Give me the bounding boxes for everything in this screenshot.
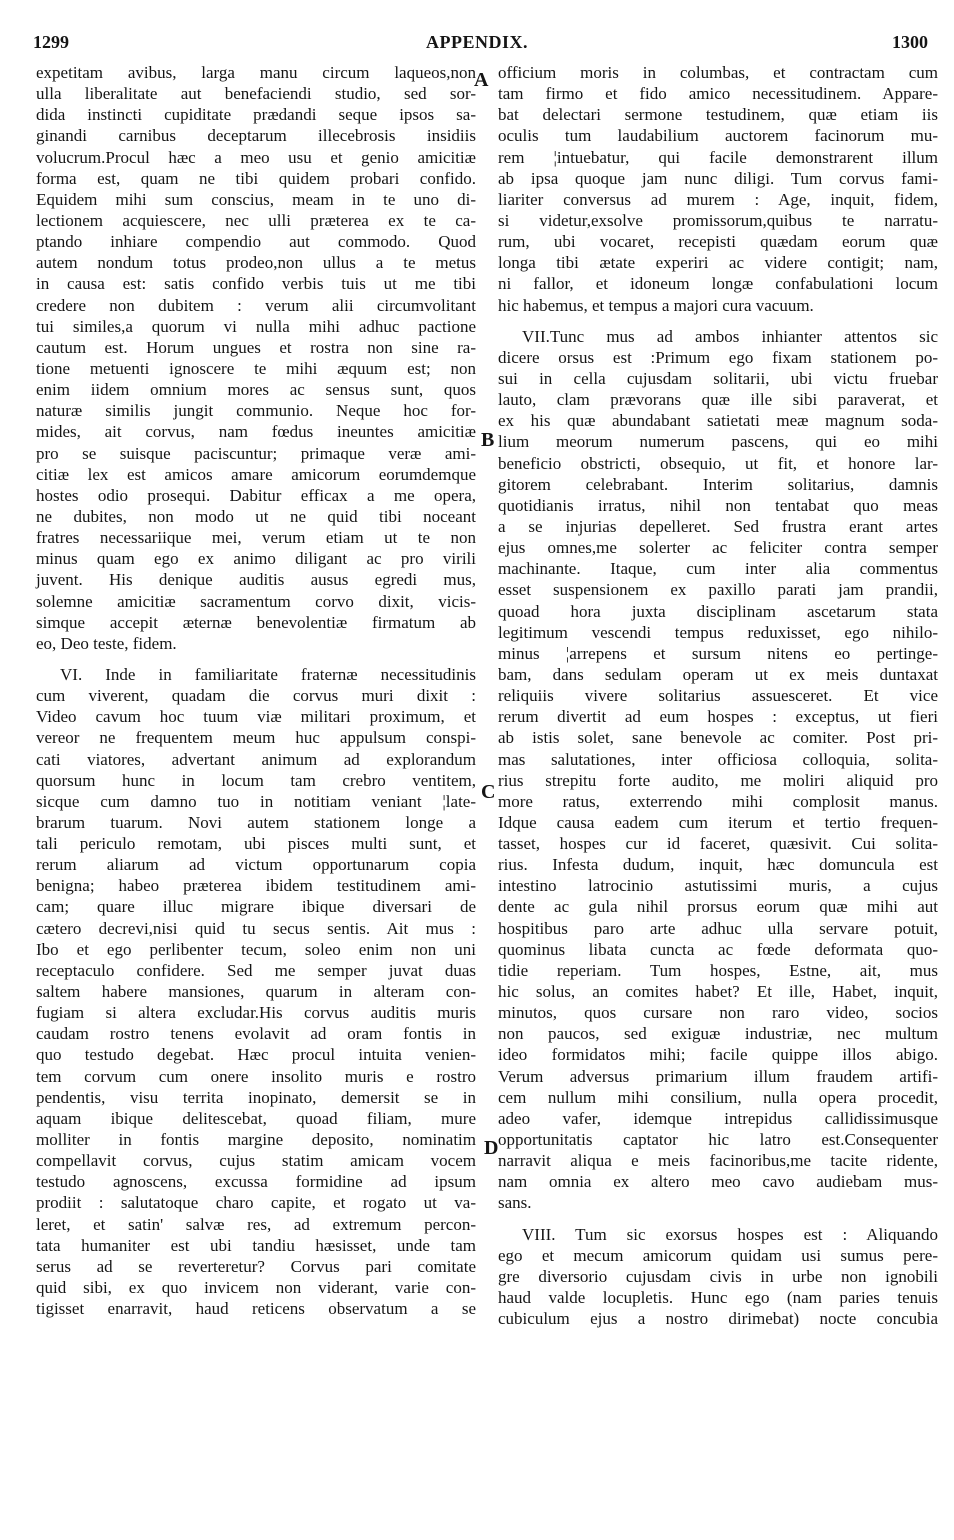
text-line: credere non dubitem : verum alii circumvolitant [36, 295, 476, 315]
text-line: ulla liberalitate aut benefaciendi studio, sed sor- [36, 84, 476, 104]
text-line: tata humaniter est ubi tandiu hæsisset, unde tam [36, 1235, 476, 1255]
text-line: sicque cum damno tuo in notitiam veniant ¦late- [36, 791, 476, 811]
text-line: minus ¦arrepens et sursum nitens eo pertinge- [498, 643, 938, 663]
text-line: lauto, clam prævorans quæ ille sibi paraverat, et [498, 390, 938, 410]
text-line: legitimum vescendi tempus reduxisset, ego nihilo- [498, 622, 938, 642]
text-line: tione metuenti ignoscere te mihi æquum est; non [36, 358, 476, 378]
text-line: beneficio obstricti, obsequio, ut fit, et honore lar- [498, 453, 938, 473]
text-line: fratres necessariique mei, verum etiam ut te non [36, 528, 476, 548]
text-line: gitorem celebrabant. Interim solitarius, damnis [498, 474, 938, 494]
text-line: Verum adversus primarium illum fraudem artifi- [498, 1066, 938, 1086]
text-line: intestino latrocinio astutissimi muris, a cujus [498, 876, 938, 896]
text-line: rerum aliarum ad victum opportunarum copia [36, 855, 476, 875]
text-line: rerum divertit ad eum hospes : exceptus, ut fieri [498, 707, 938, 727]
text-line: machinante. Itaque, cum inter alia commentus [498, 559, 938, 579]
text-line: ego et mecum amicorum quidam usi sumus pere- [498, 1245, 938, 1265]
text-line: ejus omnes,me solerter ac feliciter contra semper [498, 538, 938, 558]
text-line: oculis tum laudabilium auctorem facinorum mu- [498, 126, 938, 146]
text-line: receptaculo confidere. Sed me semper juvat duas [36, 960, 476, 980]
text-line: cati viatores, advertant animum ad explorandum [36, 749, 476, 769]
text-line: dida instincti cupiditate prædandi seque ipsos sa- [36, 105, 476, 125]
text-line: ex his quæ abundabant satietati meæ magnum soda- [498, 411, 938, 431]
text-line: quoad hora juxta disciplinam ascetarum stata [498, 601, 938, 621]
left-text-column [36, 62, 476, 1319]
text-line: serus ad se reverteretur? Corvus pari comitate [36, 1256, 476, 1276]
text-line: pendentis, visu territa inopinato, demersit se in [36, 1087, 476, 1107]
text-line: cum viverent, quadam die corvus muri dixit : [36, 686, 476, 706]
margin-marker-c: C [481, 781, 496, 803]
text-line: quominus libata cuncta ac fœde deformata quo- [498, 939, 938, 959]
text-line: forma est, quam ne tibi quidem probari confido. [36, 168, 476, 188]
text-line: quorsum hunc in locum tam crebro ventitem, [36, 770, 476, 790]
text-line: cam; quare illuc migrare ibique diversari de [36, 897, 476, 917]
text-line: saltem habere mansiones, quarum in alteram con- [36, 982, 476, 1002]
text-line: leret, et satin' salvæ res, ad extremum percon- [36, 1214, 476, 1234]
text-line: non paucos, sed exiguæ industriæ, nec multum [498, 1024, 938, 1044]
text-line: tidie reperiam. Tum hospes, Estne, ait, mus [498, 960, 938, 980]
text-line: rius strepitu forte audito, me moliri aliquid pro [498, 770, 938, 790]
text-line: cætero decrevi,nisi quid tu secus sentis. Ait mus : [36, 918, 476, 938]
page-number-left: 1299 [33, 32, 69, 52]
text-line: reliquiis vivere solitarius assuesceret. Et vice [498, 686, 938, 706]
text-line: quid sibi, ex quo invicem non viderant, varie con- [36, 1278, 476, 1298]
text-line: caudam rostro tenens evolavit ad oram fontis in [36, 1024, 476, 1044]
text-line: expetitam avibus, larga manu circum laqueos,non [36, 63, 476, 82]
text-line: aquam ibique delitescebat, quoad filiam, mure [36, 1108, 476, 1128]
paragraph-gap [498, 316, 938, 326]
text-line: sans. [498, 1193, 532, 1213]
text-line: brarum tuarum. Novi autem stationem longe a [36, 812, 476, 832]
margin-marker-b: B [481, 429, 495, 451]
text-line: lium meorum numerum pascens, qui eo mihi [498, 432, 938, 452]
text-line: sui in cella cujusdam solitarii, ubi victu fruebar [498, 368, 938, 388]
text-line: hospitibus paro arte adhuc ulla servare potuit, [498, 918, 938, 938]
text-line: tigisset enarravit, haud reticens observatum a se [36, 1299, 476, 1319]
text-line: pro se suisque paciscuntur; primaque veræ ami- [36, 443, 476, 463]
text-line: si videtur,exsolve promissorum,quibus te narratu- [498, 210, 938, 230]
margin-marker-d: D [484, 1137, 499, 1159]
text-line: naturæ similis jungit communio. Neque hoc for- [36, 401, 476, 421]
text-line: hic solus, an comites habet? Et ille, Habet, inquit, [498, 982, 938, 1002]
margin-marker-a: A [474, 69, 489, 91]
text-line: ni fallor, et idoneum longæ confabulationi locum [498, 274, 938, 294]
text-line: enim iidem omnium mores ac sensus sunt, quos [36, 380, 476, 400]
text-line: gre diversorio cujusdam civis in urbe non ignobili [498, 1266, 938, 1286]
text-line: hostes odio prosequi. Dabitur efficax a me opera, [36, 485, 476, 505]
text-line: minutos, quos cursare non raro video, socios [498, 1003, 938, 1023]
text-line: cubiculum ejus a nostro dirimebat) nocte concubia [498, 1309, 938, 1329]
right-text-column [498, 62, 938, 1329]
text-line: opportunitatis captator hic latro est.Consequenter [498, 1130, 938, 1150]
text-line: rem ¦intuebatur, qui facile demonstrarent illum [498, 147, 938, 167]
text-line: nam omnia ex altero meo cavo audiebam mus- [498, 1172, 938, 1192]
text-line: lectionem acquiescere, nec ulli præterea ex te ca- [36, 210, 476, 230]
text-line: bam, dans sedulam operam ut ex meis duntaxat [498, 664, 938, 684]
text-line: more ratus, exterrendo mihi complosit manus. [498, 791, 938, 811]
text-line: simque accepit æternæ benevolentiæ firmatum ab [36, 612, 476, 632]
text-line: mides, ait corvus, nam fœdus ineuntes amicitiæ [36, 422, 476, 442]
text-line: eo, Deo teste, fidem. [36, 633, 177, 653]
text-line: ptando inhiare compendio aut commodo. Quod [36, 232, 476, 252]
text-line: hic habemus, et tempus a majori cura vacuum. [498, 295, 814, 315]
text-line: tui similes,a quorum vi nulla mihi adhuc pactione [36, 316, 476, 336]
text-line: testudo agnoscens, excussa formidine ad ipsum [36, 1172, 476, 1192]
text-line: molliter in fontis margine deposito, nominatim [36, 1130, 476, 1150]
text-line: benigna; habeo præterea ibidem testitudinem ami- [36, 876, 476, 896]
text-line: Video cavum hoc tuum viæ militari proximum, et [36, 707, 476, 727]
text-line: in causa est: satis confido verbis tuis ut me tibi [36, 274, 476, 294]
text-line: VII.Tunc mus ad ambos inhianter attentos sic [522, 326, 938, 346]
text-line: solemne amicitiæ sacramentum corvo dixit, vicis- [36, 591, 476, 611]
paragraph-gap [498, 1214, 938, 1224]
text-line: dente ac gula nihil prorsus eorum quæ mihi aut [498, 897, 938, 917]
text-line: Ibo et ego perlibenter tecum, soleo enim non uni [36, 939, 476, 959]
text-line: haud valde locupletis. Hunc ego (nam paries tenuis [498, 1288, 938, 1308]
page-number-right: 1300 [892, 32, 928, 52]
text-line: tasset, hospes cur id faceret, quæsivit. Cui solita- [498, 834, 938, 854]
text-line: Equidem mihi sum conscius, meam in te uno di- [36, 189, 476, 209]
text-line: ne dubites, non modo ut ne quid tibi noceant [36, 506, 476, 526]
text-line: cautum est. Horum ungues et rostra non sine ra- [36, 337, 476, 357]
text-line: ab istis solet, sane benevole ac comiter. Post pri- [498, 728, 938, 748]
text-line: autem nondum totus prodeo,non ullus a te metus [36, 253, 476, 273]
text-line: narravit aliqua e meis facinoribus,me tacite ridente, [498, 1151, 938, 1171]
text-line: volucrum.Procul hæc a meo usu et genio amicitiæ [36, 147, 476, 167]
text-line: prodiit : salutatoque charo capite, et rogato ut va- [36, 1193, 476, 1213]
text-line: compellavit corvus, cujus statim amicam vocem [36, 1151, 476, 1171]
text-line: tali periculo remotam, ubi pisces multi sunt, et [36, 834, 476, 854]
paragraph-gap [36, 654, 476, 664]
text-line: officium moris in columbas, et contractam cum [498, 63, 938, 82]
text-line: quotidianis irratus, nihil non tentabat quo meas [498, 495, 938, 515]
text-line: dicere orsus est :Primum ego fixam stationem po- [498, 347, 938, 367]
text-line: ginandi carnibus deceptarum illecebrosis insidiis [36, 126, 476, 146]
text-line: VI. Inde in familiaritate fraternæ necessitudinis [60, 664, 476, 684]
text-line: liariter conversus ad murem : Age, inquit, fidem, [498, 189, 938, 209]
text-line: rius. Infesta dudum, inquit, hæc domuncula est [498, 855, 938, 875]
text-line: tam firmo et fido amico necessitudinem. Appare- [498, 84, 938, 104]
text-line: longa tibi ætate experiri ac videre contigit; nam, [498, 253, 938, 273]
text-line: citiæ lex est amicos amare amicorum eorumdemque [36, 464, 476, 484]
running-title: APPENDIX. [426, 32, 528, 52]
text-line: adeo vafer, idemque intrepidus callidissimusque [498, 1108, 938, 1128]
text-line: vereor ne frequentem meum huc appulsum conspi- [36, 728, 476, 748]
text-line: fugiam si altera excludar.His corvus auditis muris [36, 1003, 476, 1023]
text-line: rum, ubi vocaret, recepisti quædam eorum quæ [498, 232, 938, 252]
text-line: Idque causa eadem cum iterum et tertio frequen- [498, 812, 938, 832]
text-line: VIII. Tum sic exorsus hospes est : Aliquando [522, 1224, 938, 1244]
text-line: tem corvum cum onere insolito muris e rostro [36, 1066, 476, 1086]
text-line: quo testudo degebat. Hæc procul intuita venien- [36, 1045, 476, 1065]
text-line: cem nullum mihi consilium, nulla opera procedit, [498, 1087, 938, 1107]
text-line: juvent. His denique auditis ausus egredi mus, [36, 570, 476, 590]
text-line: ab ipsa quoque jam nunc diligi. Tum corvus fami- [498, 168, 938, 188]
text-line: ideo formidatos mihi; facile quippe illos abigo. [498, 1045, 938, 1065]
text-line: a se injurias depelleret. Sed frustra erant artes [498, 516, 938, 536]
text-line: esset suspensionem ex paxillo parati jam prandii, [498, 580, 938, 600]
text-line: mas salutationes, inter officiosa colloquia, solita- [498, 749, 938, 769]
text-line: bat delectari sermone testudinem, quæ etiam iis [498, 105, 938, 125]
text-line: minus quam ego ex animo diligant ac pro virili [36, 549, 476, 569]
